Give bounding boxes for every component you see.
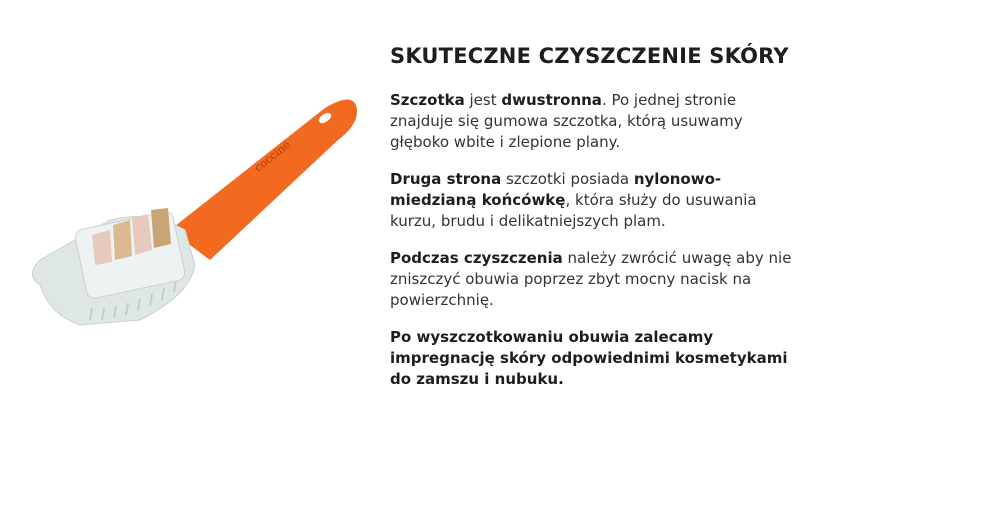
text: kurzu, brudu i delikatniejszych plam. [390, 212, 666, 230]
text: należy zwrócić uwagę aby nie [562, 249, 792, 267]
paragraph-line [390, 327, 810, 348]
description-paragraph [390, 169, 810, 232]
bold-text: impregnację skóry odpowiednimi kosmetykami [390, 349, 788, 367]
brush-product-image [20, 80, 370, 350]
brush-handle [170, 99, 357, 260]
paragraph-line [390, 348, 810, 369]
description-paragraph [390, 327, 810, 390]
paragraph-line [390, 369, 810, 390]
paragraph-line [390, 190, 810, 211]
bold-text: Druga strona [390, 170, 502, 188]
text: powierzchnię. [390, 291, 494, 309]
description-paragraph [390, 90, 810, 153]
bold-text: dwustronna [501, 91, 602, 109]
bold-text: nylonowo- [633, 170, 722, 188]
text: . Po jednej stronie [601, 91, 737, 109]
paragraph-line [390, 290, 810, 311]
bold-text: do zamszu i nubuku. [390, 370, 564, 388]
text: jest [464, 91, 502, 109]
text: , która służy do usuwania [565, 191, 757, 209]
bold-text: Podczas czyszczenia [390, 249, 563, 267]
paragraph-line [390, 132, 810, 153]
section-heading: SKUTECZNE CZYSZCZENIE SKÓRY [390, 44, 789, 68]
description-paragraph [390, 248, 810, 311]
text: głęboko wbite i zlepione plany. [390, 133, 621, 151]
paragraph-line [390, 269, 810, 290]
text: zniszczyć obuwia poprzez zbyt mocny nacisk na [390, 270, 752, 288]
description-section [390, 42, 810, 406]
bold-text: miedzianą końcówkę [390, 191, 566, 209]
paragraph-line [390, 248, 810, 269]
bold-text: Po wyszczotkowaniu obuwia zalecamy [390, 328, 714, 346]
paragraph-line [390, 211, 810, 232]
text: znajduje się gumowa szczotka, którą usuwamy [390, 112, 743, 130]
bold-text: Szczotka [390, 91, 465, 109]
svg-text:cocciné: cocciné [251, 138, 294, 175]
paragraph-line [390, 90, 810, 111]
text: szczotki posiada [501, 170, 634, 188]
paragraph-line [390, 111, 810, 132]
paragraph-line [390, 169, 810, 190]
